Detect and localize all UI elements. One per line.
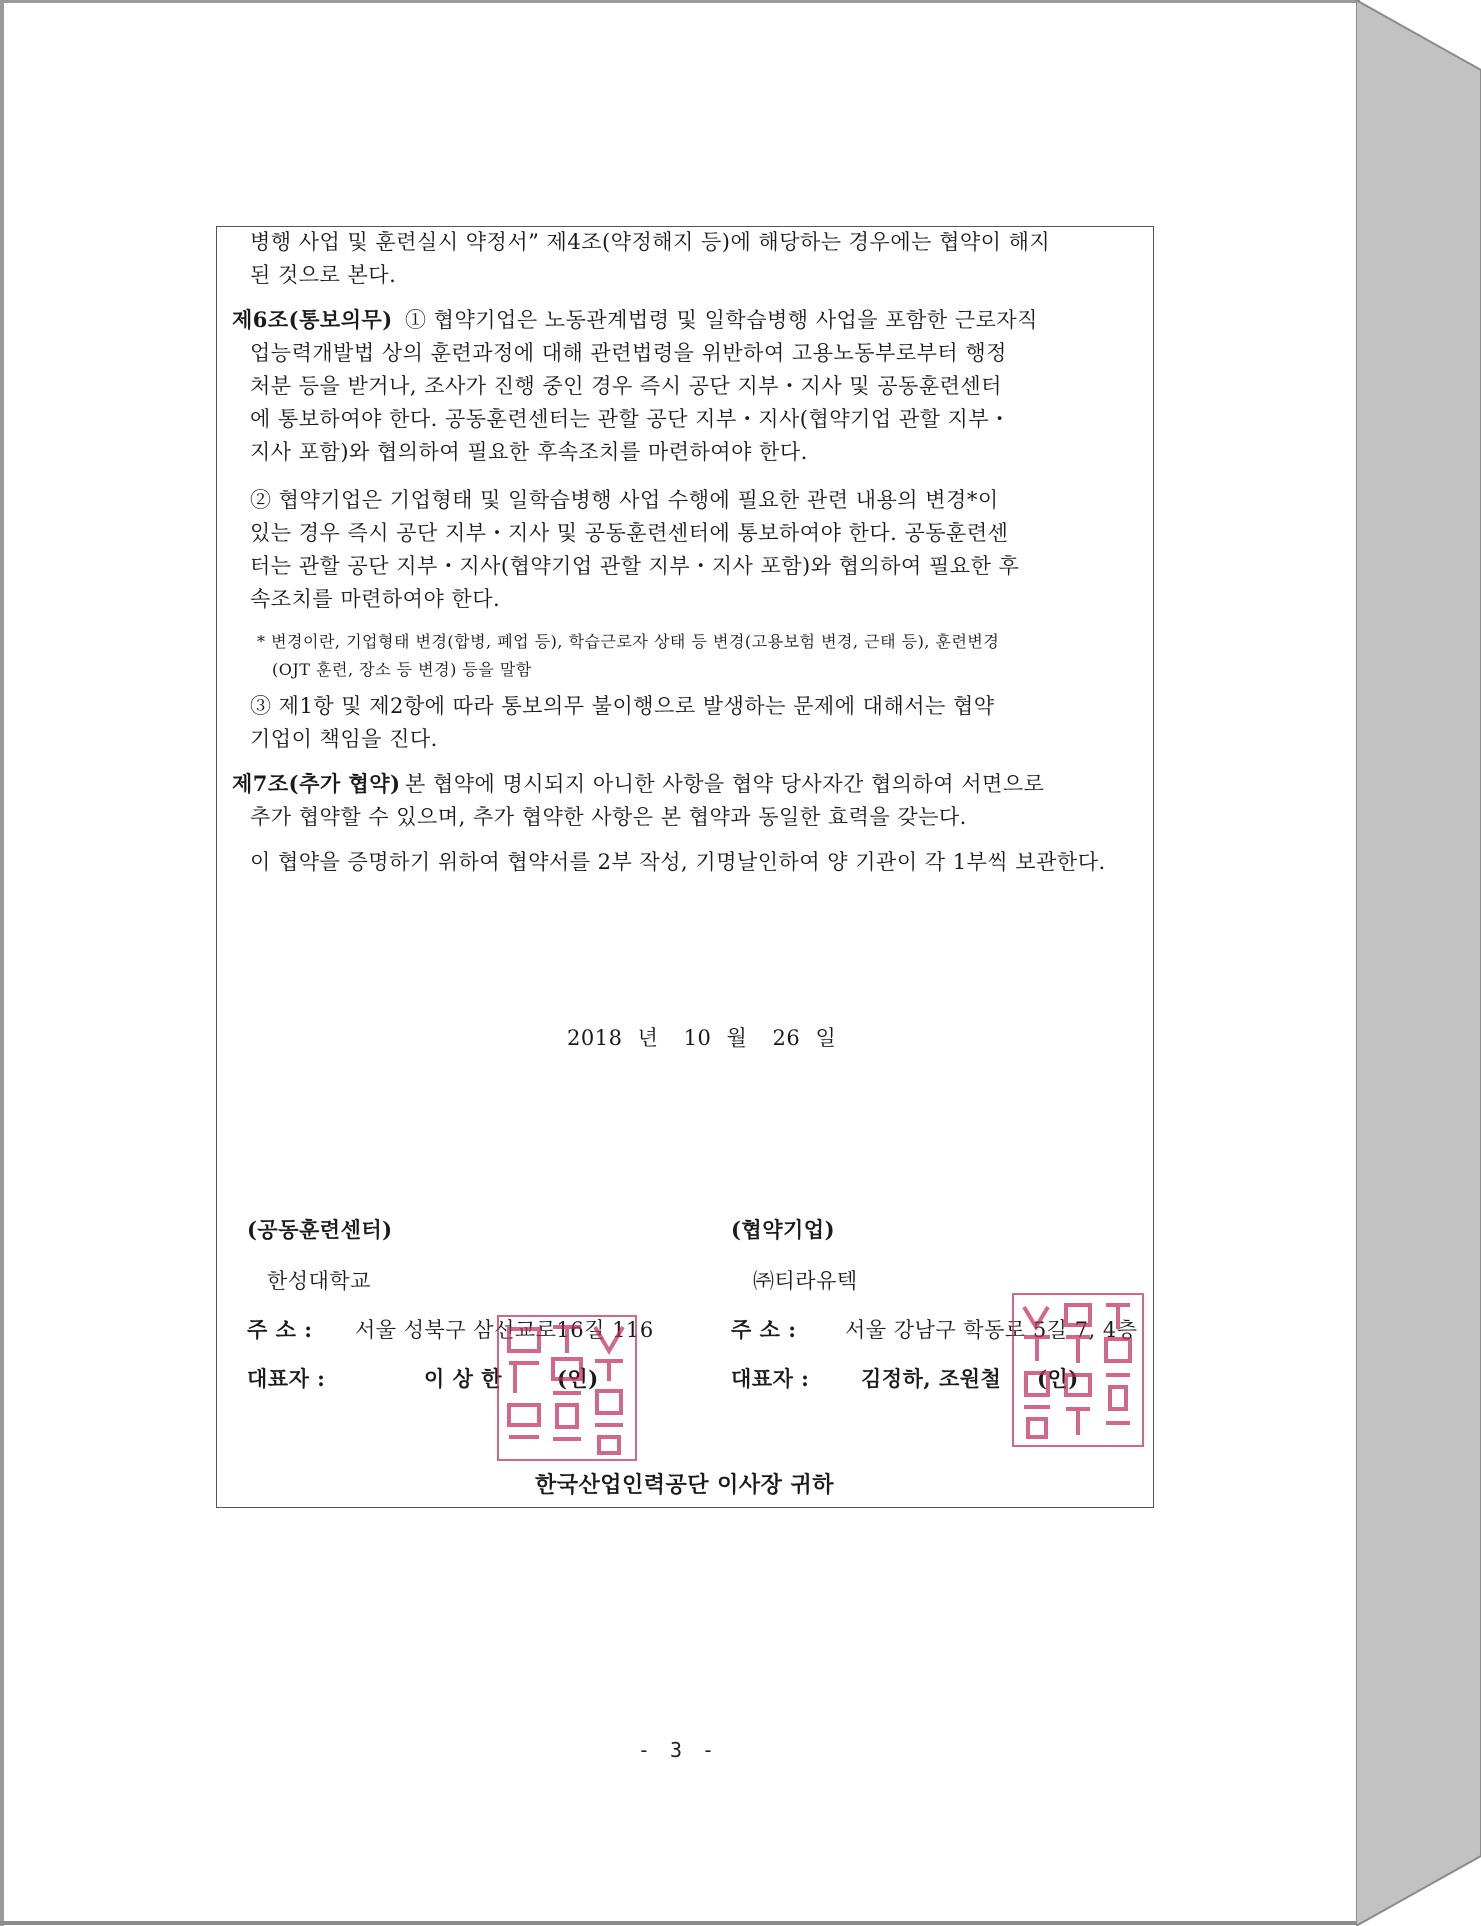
left-party-address: 서울 성북구 삼선교로16길 116 [355,1318,654,1342]
document-box [216,226,1154,1508]
article-6-para1-line5: 지사 포함)와 협의하여 필요한 후속조치를 마련하여야 한다. [250,440,808,464]
right-party-address-label: 주 소 : [731,1317,797,1342]
date-year: 2018 [567,1026,623,1050]
article-7-line2: 추가 협약할 수 있으며, 추가 협약한 사항은 본 협약과 동일한 효력을 갖는다. [250,805,967,829]
article-6-para3-line2: 기업이 책임을 진다. [250,727,438,751]
signing-date [567,1023,836,1053]
footnote-line-2: (OJT 훈련, 장소 등 변경) 등을 말함 [272,660,532,679]
left-party-address-label: 주 소 : [247,1317,313,1342]
recipient-line: 한국산업인력공단 이사장 귀하 [534,1472,835,1498]
article-7-line1: 본 협약에 명시되지 아니한 사항을 협약 당사자간 협의하여 서면으로 [405,772,1045,796]
right-party-name: ㈜티라유텍 [753,1269,858,1293]
left-party-name: 한성대학교 [267,1269,371,1293]
body-line-1: 병행 사업 및 훈련실시 약정서” 제4조(약정해지 등)에 해당하는 경우에는 협약이 해지 [250,230,1051,254]
article-6-para2-line3: 터는 관할 공단 지부・지사(협약기업 관할 지부・지사 포함)와 협의하여 필요한 후 [250,554,1020,578]
closing-statement: 이 협약을 증명하기 위하여 협약서를 2부 작성, 기명날인하여 양 기관이 각 1부씩 보관한다. [250,850,1106,874]
article-6-para1-line3: 처분 등을 받거나, 조사가 진행 중인 경우 즉시 공단 지부・지사 및 공동훈련센터 [250,374,1002,398]
article-6-para3-line1: ③ 제1항 및 제2항에 따라 통보의무 불이행으로 발생하는 문제에 대해서는 협약 [250,694,995,718]
left-party-rep-name: 이 상 한 [424,1366,502,1391]
right-party-rep-name: 김정하, 조원철 [861,1366,1002,1391]
date-month: 10 [683,1026,712,1050]
article-6-para2-line4: 속조치를 마련하여야 한다. [250,587,501,611]
date-day-unit: 일 [815,1026,837,1050]
right-party-rep-label: 대표자 : [731,1366,810,1391]
article-6-para1-line1: ① 협약기업은 노동관계법령 및 일학습병행 사업을 포함한 근로자직 [405,308,1038,332]
left-party-rep-label: 대표자 : [247,1366,326,1391]
article-6-title: 제6조(통보의무) [232,307,393,332]
date-year-unit: 년 [637,1026,659,1050]
footnote-line-1: * 변경이란, 기업형태 변경(합병, 폐업 등), 학습근로자 상태 등 변경(고용보험 변경, 근태 등), 훈련변경 [257,632,1000,651]
page-frame-bottom [0,1921,1360,1925]
page-number: - 3 - [637,1738,719,1762]
left-party-seal-stamp [495,1313,639,1463]
page-frame-left [0,0,4,1926]
article-7-title: 제7조(추가 협약) [232,771,401,796]
body-line-2: 된 것으로 본다. [250,263,397,287]
article-6-para2-line1: ② 협약기업은 기업형태 및 일학습병행 사업 수행에 필요한 관련 내용의 변경*이 [250,488,999,512]
date-month-unit: 월 [726,1026,748,1050]
date-day: 26 [772,1026,801,1050]
right-party-seal-stamp [1010,1291,1146,1449]
article-6-para1-line2: 업능력개발법 상의 훈련과정에 대해 관련법령을 위반하여 고용노동부로부터 행정 [250,341,1007,365]
page-frame-top [0,0,1360,3]
article-6-para1-line4: 에 통보하여야 한다. 공동훈련센터는 관할 공단 지부・지사(협약기업 관할 지부・ [250,407,1011,431]
left-party-seal-mark: (인) [557,1366,599,1391]
left-party-heading: (공동훈련센터) [247,1217,393,1242]
article-6-para2-line2: 있는 경우 즉시 공단 지부・지사 및 공동훈련센터에 통보하여야 한다. 공동훈련센 [250,521,1009,545]
right-party-address: 서울 강남구 학동로 5길 7, 4층 [845,1318,1138,1342]
right-party-seal-mark: (인) [1037,1366,1079,1391]
page-stack-edge [1356,0,1481,1926]
right-party-heading: (협약기업) [731,1217,836,1242]
